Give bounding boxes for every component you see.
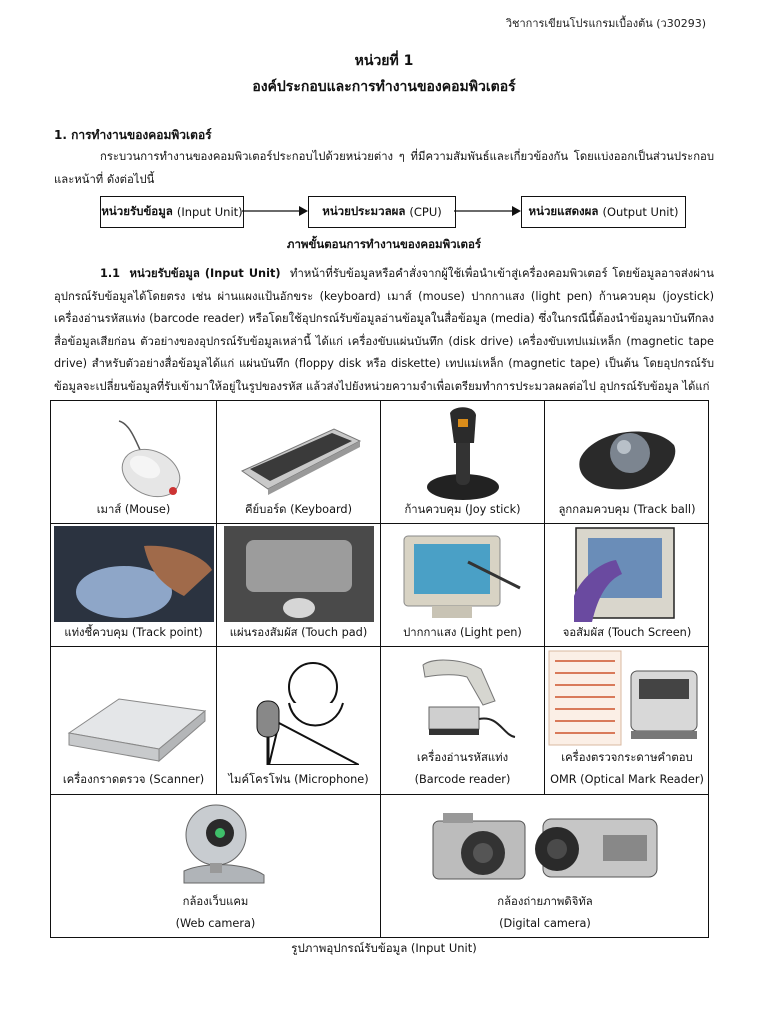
touchpad-icon xyxy=(224,526,374,622)
flow-output-thai: หน่วยแสดงผล xyxy=(528,204,599,218)
device-cell-light-pen xyxy=(381,524,545,647)
input-unit-paragraph xyxy=(54,263,714,399)
figure-caption: รูปภาพอุปกรณ์รับข้อมูล (Input Unit) xyxy=(291,941,477,955)
device-label-barcode-reader: เครื่องอ่านรหัสแท่ง xyxy=(416,751,509,764)
flow-input-thai: หน่วยรับข้อมูล xyxy=(101,204,173,218)
device-label-keyboard: คีย์บอร์ด (Keyboard) xyxy=(244,503,353,516)
unit-title: องค์ประกอบและการทำงานของคอมพิวเตอร์ xyxy=(252,79,516,95)
flow-caption: ภาพขั้นตอนการทำงานของคอมพิวเตอร์ xyxy=(286,237,482,251)
device-cell-touch-screen xyxy=(545,524,709,647)
device-cell-mouse xyxy=(51,401,217,524)
scanner-icon xyxy=(59,691,209,767)
device-label-webcam-en: (Web camera) xyxy=(175,917,256,930)
barcode-reader-icon xyxy=(403,655,523,747)
device-label-digital-camera: กล้องถ่ายภาพดิจิทัล xyxy=(497,895,593,908)
flow-cpu xyxy=(308,196,456,228)
section-11-text: ทำหน้าที่รับข้อมูลหรือคำสั่งจากผู้ใช้เพื่อนำเข้าสู่เครื่องคอมพิวเตอร์ โดยข้อมูลอาจส่งผ่านอุปกรณ์รับข้อมูลได้โดยตรง เช่น ผ่านแผงแป้นอักขระ (keyboard) เมาส์ (mouse) ปากกาแสง (light pen) ก้านควบคุม (joystick) เครื่องอ่านรหัสแท่ง (barcode reader) หรือโดยใช้อุปกรณ์รับข้อมูลอ่านข้อมูลในสื่อข้อมูล (media) ซึ่งในกรณีนี้ต้องนำข้อมูลมาบันทึกลงสื่อข้อมูลเสียก่อน ตัวอย่างของอุปกรณ์รับข้อมูลเหล่านี้ ได้แก่ เครื่องขับแผ่นบันทึก (disk drive) เครื่องขับเทปแม่เหล็ก (magnetic tape drive) สำหรับตัวอย่างสื่อข้อมูลได้แก่ แผ่นบันทึก (floppy disk หรือ diskette) เทปแม่เหล็ก (magnetic tape) เป็นต้น โดยอุปกรณ์รับข้อมูลจะเปลี่ยนข้อมูลที่รับเข้ามาให้อยู่ในรูปของรหัส แล้วส่งไปยังหน่วยความจำเพื่อเตรียมทำการประมวลผลต่อไป อุปกรณ์รับข้อมูล ได้แก่ xyxy=(54,267,714,393)
flow-cpu-thai: หน่วยประมวลผล xyxy=(322,204,406,218)
device-cell-barcode-reader xyxy=(381,647,545,795)
device-label-scanner: เครื่องกราดตรวจ (Scanner) xyxy=(62,773,205,786)
device-cell-trackpoint xyxy=(51,524,217,647)
device-grid xyxy=(50,400,709,938)
device-label-trackball: ลูกกลมควบคุม (Track ball) xyxy=(558,503,696,516)
device-label-light-pen: ปากกาแสง (Light pen) xyxy=(403,626,522,639)
course-header: วิชาการเขียนโปรแกรมเบื้องต้น (ว30293) xyxy=(505,17,706,30)
flow-output-en: (Output Unit) xyxy=(602,205,679,219)
device-label-touchpad: แผ่นรองสัมผัส (Touch pad) xyxy=(229,626,368,639)
section-paragraph: กระบวนการทำงานของคอมพิวเตอร์ประกอบไปด้วยหน่วยต่าง ๆ ที่มีความสัมพันธ์และเกี่ยวข้องกัน โดยแบ่งออกเป็นส่วนประกอบและหน้าที่ ดังต่อไปนี้ xyxy=(54,150,714,186)
section-11-heading: หน่วยรับข้อมูล (Input Unit) xyxy=(129,267,281,280)
mouse-icon xyxy=(79,415,189,501)
joystick-icon xyxy=(418,405,508,503)
flow-arrow-1 xyxy=(242,200,312,222)
flow-input-unit xyxy=(100,196,244,228)
flow-arrow-2 xyxy=(454,200,524,222)
keyboard-icon xyxy=(234,419,364,497)
flow-output-unit xyxy=(521,196,686,228)
webcam-icon xyxy=(156,801,276,889)
microphone-icon xyxy=(239,653,359,765)
device-cell-scanner xyxy=(51,647,217,795)
unit-number: หน่วยที่ 1 xyxy=(354,53,414,69)
device-label-webcam: กล้องเว็บแคม xyxy=(182,895,249,908)
trackpoint-icon xyxy=(54,526,214,622)
digital-camera-icon xyxy=(425,805,665,889)
device-label-touch-screen: จอสัมผัส (Touch Screen) xyxy=(562,626,692,639)
section-heading: 1. การทำงานของคอมพิวเตอร์ xyxy=(54,128,212,142)
flow-input-en: (Input Unit) xyxy=(176,205,243,219)
device-label-barcode-reader-en: (Barcode reader) xyxy=(414,773,511,786)
device-label-microphone: ไมค์โครโฟน (Microphone) xyxy=(228,773,369,786)
light-pen-icon xyxy=(398,532,528,622)
device-label-joystick: ก้านควบคุม (Joy stick) xyxy=(404,503,521,516)
device-label-digital-camera-en: (Digital camera) xyxy=(499,917,591,930)
device-cell-digital-camera xyxy=(381,795,709,937)
device-cell-joystick xyxy=(381,401,545,524)
trackball-icon xyxy=(572,415,682,499)
device-label-omr-en: OMR (Optical Mark Reader) xyxy=(550,773,704,786)
flow-cpu-en: (CPU) xyxy=(409,205,442,219)
device-cell-omr xyxy=(545,647,709,795)
device-label-mouse: เมาส์ (Mouse) xyxy=(96,503,171,516)
device-cell-touchpad xyxy=(217,524,381,647)
device-label-trackpoint: แท่งชี้ควบคุม (Track point) xyxy=(64,626,203,639)
device-cell-webcam xyxy=(51,795,381,937)
section-11-number: 1.1 xyxy=(100,267,121,280)
touch-screen-icon xyxy=(572,526,682,622)
device-cell-trackball xyxy=(545,401,709,524)
omr-icon xyxy=(547,649,707,747)
device-cell-keyboard xyxy=(217,401,381,524)
device-label-omr: เครื่องตรวจกระดาษคำตอบ xyxy=(561,751,693,764)
device-cell-microphone xyxy=(217,647,381,795)
